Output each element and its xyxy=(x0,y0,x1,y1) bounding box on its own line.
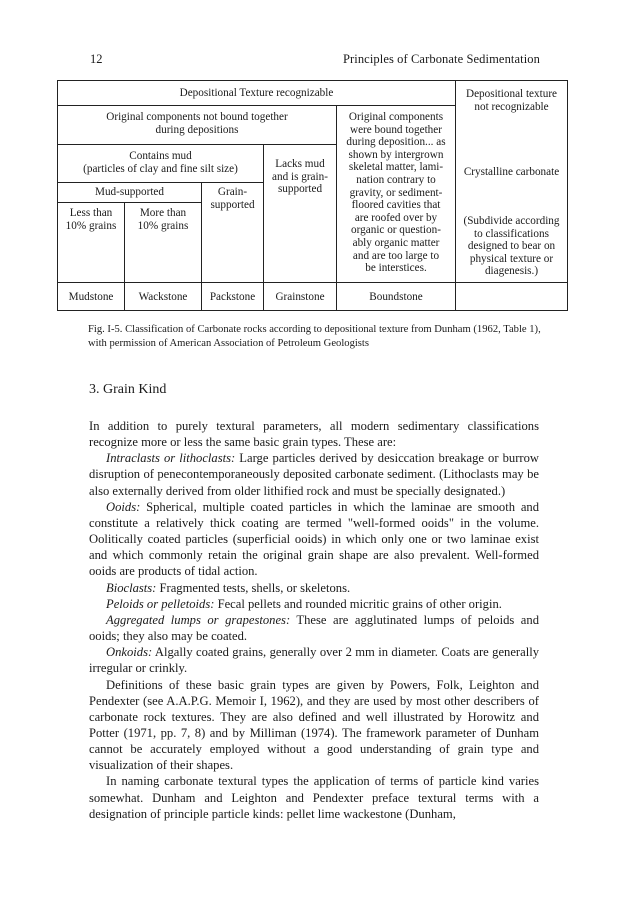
less-than-header: Less than 10% grains xyxy=(65,207,117,232)
table-rule xyxy=(58,202,201,203)
paragraph-intraclasts: Intraclasts or lithoclasts: Large particles derived by desiccation breakage or burrow disruption of penecontemporaneously deposited carbonate sediment. (Lithoclasts may be also externally derived from older lithified rock and must be specially designated.) xyxy=(89,451,539,498)
not-bound-header: Original components not bound together during depositions xyxy=(106,111,288,136)
crystalline-cell: Crystalline carbonate xyxy=(463,166,560,178)
rock-name-boundstone: Boundstone xyxy=(369,291,423,303)
grain-supported-header: Grain- supported xyxy=(210,186,255,211)
paragraph-bioclasts: Bioclasts: Fragmented tests, shells, or skeletons. xyxy=(106,580,351,595)
recognizable-header: Depositional Texture recognizable xyxy=(179,87,334,99)
figure-caption: Fig. I-5. Classification of Carbonate rocks according to depositional texture from Dunham (1962, Table 1), with permission of American Association of Petroleum Geologists xyxy=(88,324,541,349)
term-intraclasts: Intraclasts or lithoclasts: xyxy=(106,451,236,466)
body-text xyxy=(89,418,539,822)
paragraph-onkoids: Onkoids: Algally coated grains, generally over 2 mm in diameter. Coats are generally irregular or crinkly. xyxy=(89,645,539,676)
contains-mud-header: Contains mud (particles of clay and fine silt size) xyxy=(83,150,238,175)
subdivide-cell: (Subdivide according to classifications designed to bear on physical texture or diagenesis.) xyxy=(463,215,560,278)
paragraph-intro: In addition to purely textural parameters, all modern sedimentary classifications recognize more or less the same basic grain types. These are: xyxy=(89,419,539,450)
rock-name-wackstone: Wackstone xyxy=(138,291,188,303)
more-than-header: More than 10% grains xyxy=(137,207,189,232)
mud-supported-header: Mud-supported xyxy=(95,186,164,198)
page-number: 12 xyxy=(90,52,103,66)
rock-name-mudstone: Mudstone xyxy=(68,291,114,303)
term-onkoids: Onkoids: xyxy=(106,645,153,660)
bound-header: Original components were bound together during deposition... as shown by intergrown skeletal matter, lami- nation contrary to gravity, or sediment- floored cavities that are roofed over by organic or question- ably organic matter and are too large to be interstices. xyxy=(346,111,446,275)
paragraph-naming: In naming carbonate textural types the application of terms of particle kind varies somewhat. Dunham and Leighton and Pendexter preface textural terms with a designation of principle particle kinds: pellet lime wackestone (Dunham, xyxy=(89,774,539,821)
term-bioclasts: Bioclasts: xyxy=(106,580,157,595)
paragraph-definitions: Definitions of these basic grain types are given by Powers, Folk, Leighton and Pendexter (see A.A.P.G. Memoir I, 1962), and they are used by most other describers of carbonate rock textures. They are also defined and well illustrated by Horowitz and Potter (1971, pp. 7, 8) and by Milliman (1974). The framework parameter of Dunham cannot be accurately employed without a good understanding of grain type and visualization of their shapes. xyxy=(89,677,539,773)
term-aggregated: Aggregated lumps or grapestones: xyxy=(106,612,291,627)
section-heading: 3. Grain Kind xyxy=(89,382,167,397)
paragraph-ooids: Ooids: Spherical, multiple coated particles in which the laminae are smooth and constitute a relatively thick coating are termed "well-formed ooids" in the volume. Oolitically coated particles (superficial ooids) in which only one or two laminae exist and which commonly retain the original grain shape are also prevalent. Well-formed ooids are products of tidal action. xyxy=(89,499,539,579)
rock-name-packstone: Packstone xyxy=(209,291,256,303)
paragraph-peloids: Peloids or pelletoids: Fecal pellets and rounded micritic grains of other origin. xyxy=(106,596,502,611)
rock-name-grainstone: Grainstone xyxy=(275,291,325,303)
term-peloids: Peloids or pelletoids: xyxy=(106,596,215,611)
table-rule xyxy=(58,182,263,183)
not-recognizable-header: Depositional texture not recognizable xyxy=(465,88,558,113)
table-rule xyxy=(58,105,455,106)
classification-table xyxy=(57,80,568,311)
lacks-mud-header: Lacks mud and is grain- supported xyxy=(272,158,328,196)
table-rule xyxy=(58,282,567,283)
paragraph-aggregated: Aggregated lumps or grapestones: These are agglutinated lumps of peloids and ooids; they also may be coated. xyxy=(89,612,539,644)
running-title: Principles of Carbonate Sedimentation xyxy=(342,52,540,66)
term-ooids: Ooids: xyxy=(106,499,141,514)
table-rule xyxy=(58,144,336,145)
